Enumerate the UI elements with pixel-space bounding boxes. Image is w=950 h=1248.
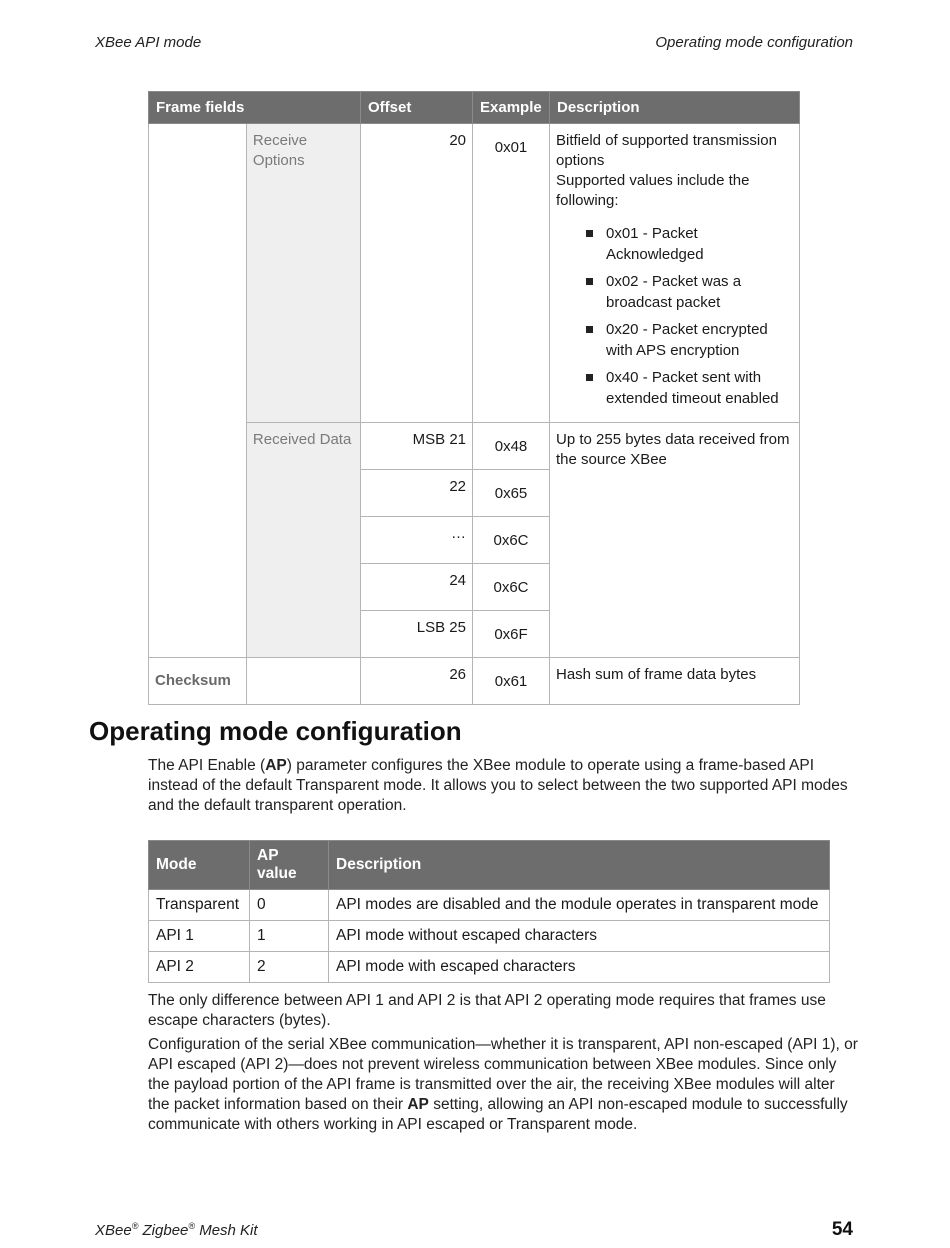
running-header-left: XBee API mode bbox=[95, 34, 202, 51]
ap-cell: 2 bbox=[250, 952, 329, 983]
table-row bbox=[149, 890, 830, 921]
offset-cell: 24 bbox=[361, 564, 473, 611]
col-offset: Offset bbox=[361, 92, 473, 124]
col-description: Description bbox=[329, 841, 830, 890]
list-item: 0x40 - Packet sent with extended timeout enabled bbox=[584, 367, 793, 409]
col-mode: Mode bbox=[149, 841, 250, 890]
col-example: Example bbox=[473, 92, 550, 124]
text-run: XBee bbox=[95, 1222, 132, 1239]
col-ap-value: AP value bbox=[250, 841, 329, 890]
desc-line: Bitfield of supported transmission options bbox=[556, 132, 777, 169]
example-cell: 0x6C bbox=[473, 564, 550, 611]
list-item: 0x01 - Packet Acknowledged bbox=[584, 223, 793, 265]
ap-cell: 1 bbox=[250, 921, 329, 952]
text-run: Zigbee bbox=[138, 1222, 189, 1239]
table-header-row bbox=[149, 92, 800, 124]
desc-line: Supported values include the following: bbox=[556, 172, 750, 209]
text-run: The API Enable ( bbox=[148, 757, 266, 774]
empty-cell bbox=[246, 658, 360, 705]
table-row bbox=[149, 658, 800, 705]
empty-group-cell bbox=[149, 124, 247, 658]
example-cell: 0x65 bbox=[473, 470, 550, 517]
offset-cell: LSB 25 bbox=[361, 611, 473, 658]
col-frame-fields: Frame fields bbox=[149, 92, 361, 124]
offset-cell: 26 bbox=[361, 658, 473, 705]
example-cell: 0x6F bbox=[473, 611, 550, 658]
section-heading: Operating mode configuration bbox=[89, 716, 462, 746]
text-run: Configuration of the serial XBee communication—whether it is transparent, API non-escaped (API 1), or API escaped (API 2)—does not prevent wireless communication between XBee modules. Since only the payload portion of the API frame is transmitted over the air, the receiving XBee modules will alter the packet information based on their bbox=[148, 1036, 858, 1113]
page-number: 54 bbox=[831, 1219, 853, 1240]
paragraph-configuration bbox=[148, 1035, 860, 1135]
list-item: 0x20 - Packet encrypted with APS encryption bbox=[584, 319, 793, 361]
table-row bbox=[149, 952, 830, 983]
options-list bbox=[556, 223, 793, 409]
registered-mark: ® bbox=[131, 1221, 139, 1231]
table-row bbox=[149, 921, 830, 952]
paragraph-api-difference: The only difference between API 1 and API 2 is that API 2 operating mode requires that frames use escape characters (bytes). bbox=[148, 992, 826, 1029]
list-item: 0x02 - Packet was a broadcast packet bbox=[584, 271, 793, 313]
mode-cell: Transparent bbox=[149, 890, 250, 921]
footer-product-name bbox=[95, 1221, 258, 1239]
offset-cell: … bbox=[361, 517, 473, 564]
offset-cell: MSB 21 bbox=[361, 423, 473, 470]
description-cell: API modes are disabled and the module operates in transparent mode bbox=[329, 890, 830, 921]
text-run: setting, allowing an API non-escaped module to successfully communicate with others working in API escaped or Transparent mode. bbox=[148, 1096, 848, 1133]
operating-mode-table bbox=[148, 840, 830, 983]
parameter-code: AP bbox=[407, 1096, 429, 1113]
text-run: ) parameter configures the XBee module to operate using a frame-based API instead of the default Transparent mode. It allows you to select between the two supported API modes and the default transparent operation. bbox=[148, 757, 848, 814]
description-cell: Up to 255 bytes data received from the source XBee bbox=[550, 423, 800, 658]
example-cell: 0x61 bbox=[473, 658, 550, 705]
field-checksum: Checksum bbox=[149, 658, 247, 705]
description-cell: API mode with escaped characters bbox=[329, 952, 830, 983]
description-cell: API mode without escaped characters bbox=[329, 921, 830, 952]
description-cell: Hash sum of frame data bytes bbox=[550, 658, 800, 705]
offset-cell: 20 bbox=[361, 124, 473, 423]
table-row bbox=[149, 423, 800, 470]
col-description: Description bbox=[550, 92, 800, 124]
mode-cell: API 2 bbox=[149, 952, 250, 983]
text-run: Mesh Kit bbox=[195, 1222, 258, 1239]
field-received-data: Received Data bbox=[246, 423, 360, 658]
intro-paragraph bbox=[148, 756, 860, 816]
field-receive-options: Receive Options bbox=[246, 124, 360, 423]
table-header-row bbox=[149, 841, 830, 890]
ap-cell: 0 bbox=[250, 890, 329, 921]
frame-fields-table bbox=[148, 91, 800, 705]
example-cell: 0x48 bbox=[473, 423, 550, 470]
example-cell: 0x01 bbox=[473, 124, 550, 423]
offset-cell: 22 bbox=[361, 470, 473, 517]
table-row bbox=[149, 124, 800, 423]
parameter-code: AP bbox=[265, 757, 287, 774]
registered-mark: ® bbox=[188, 1221, 196, 1231]
running-header-right: Operating mode configuration bbox=[655, 34, 853, 51]
example-cell: 0x6C bbox=[473, 517, 550, 564]
mode-cell: API 1 bbox=[149, 921, 250, 952]
description-cell bbox=[550, 124, 800, 423]
